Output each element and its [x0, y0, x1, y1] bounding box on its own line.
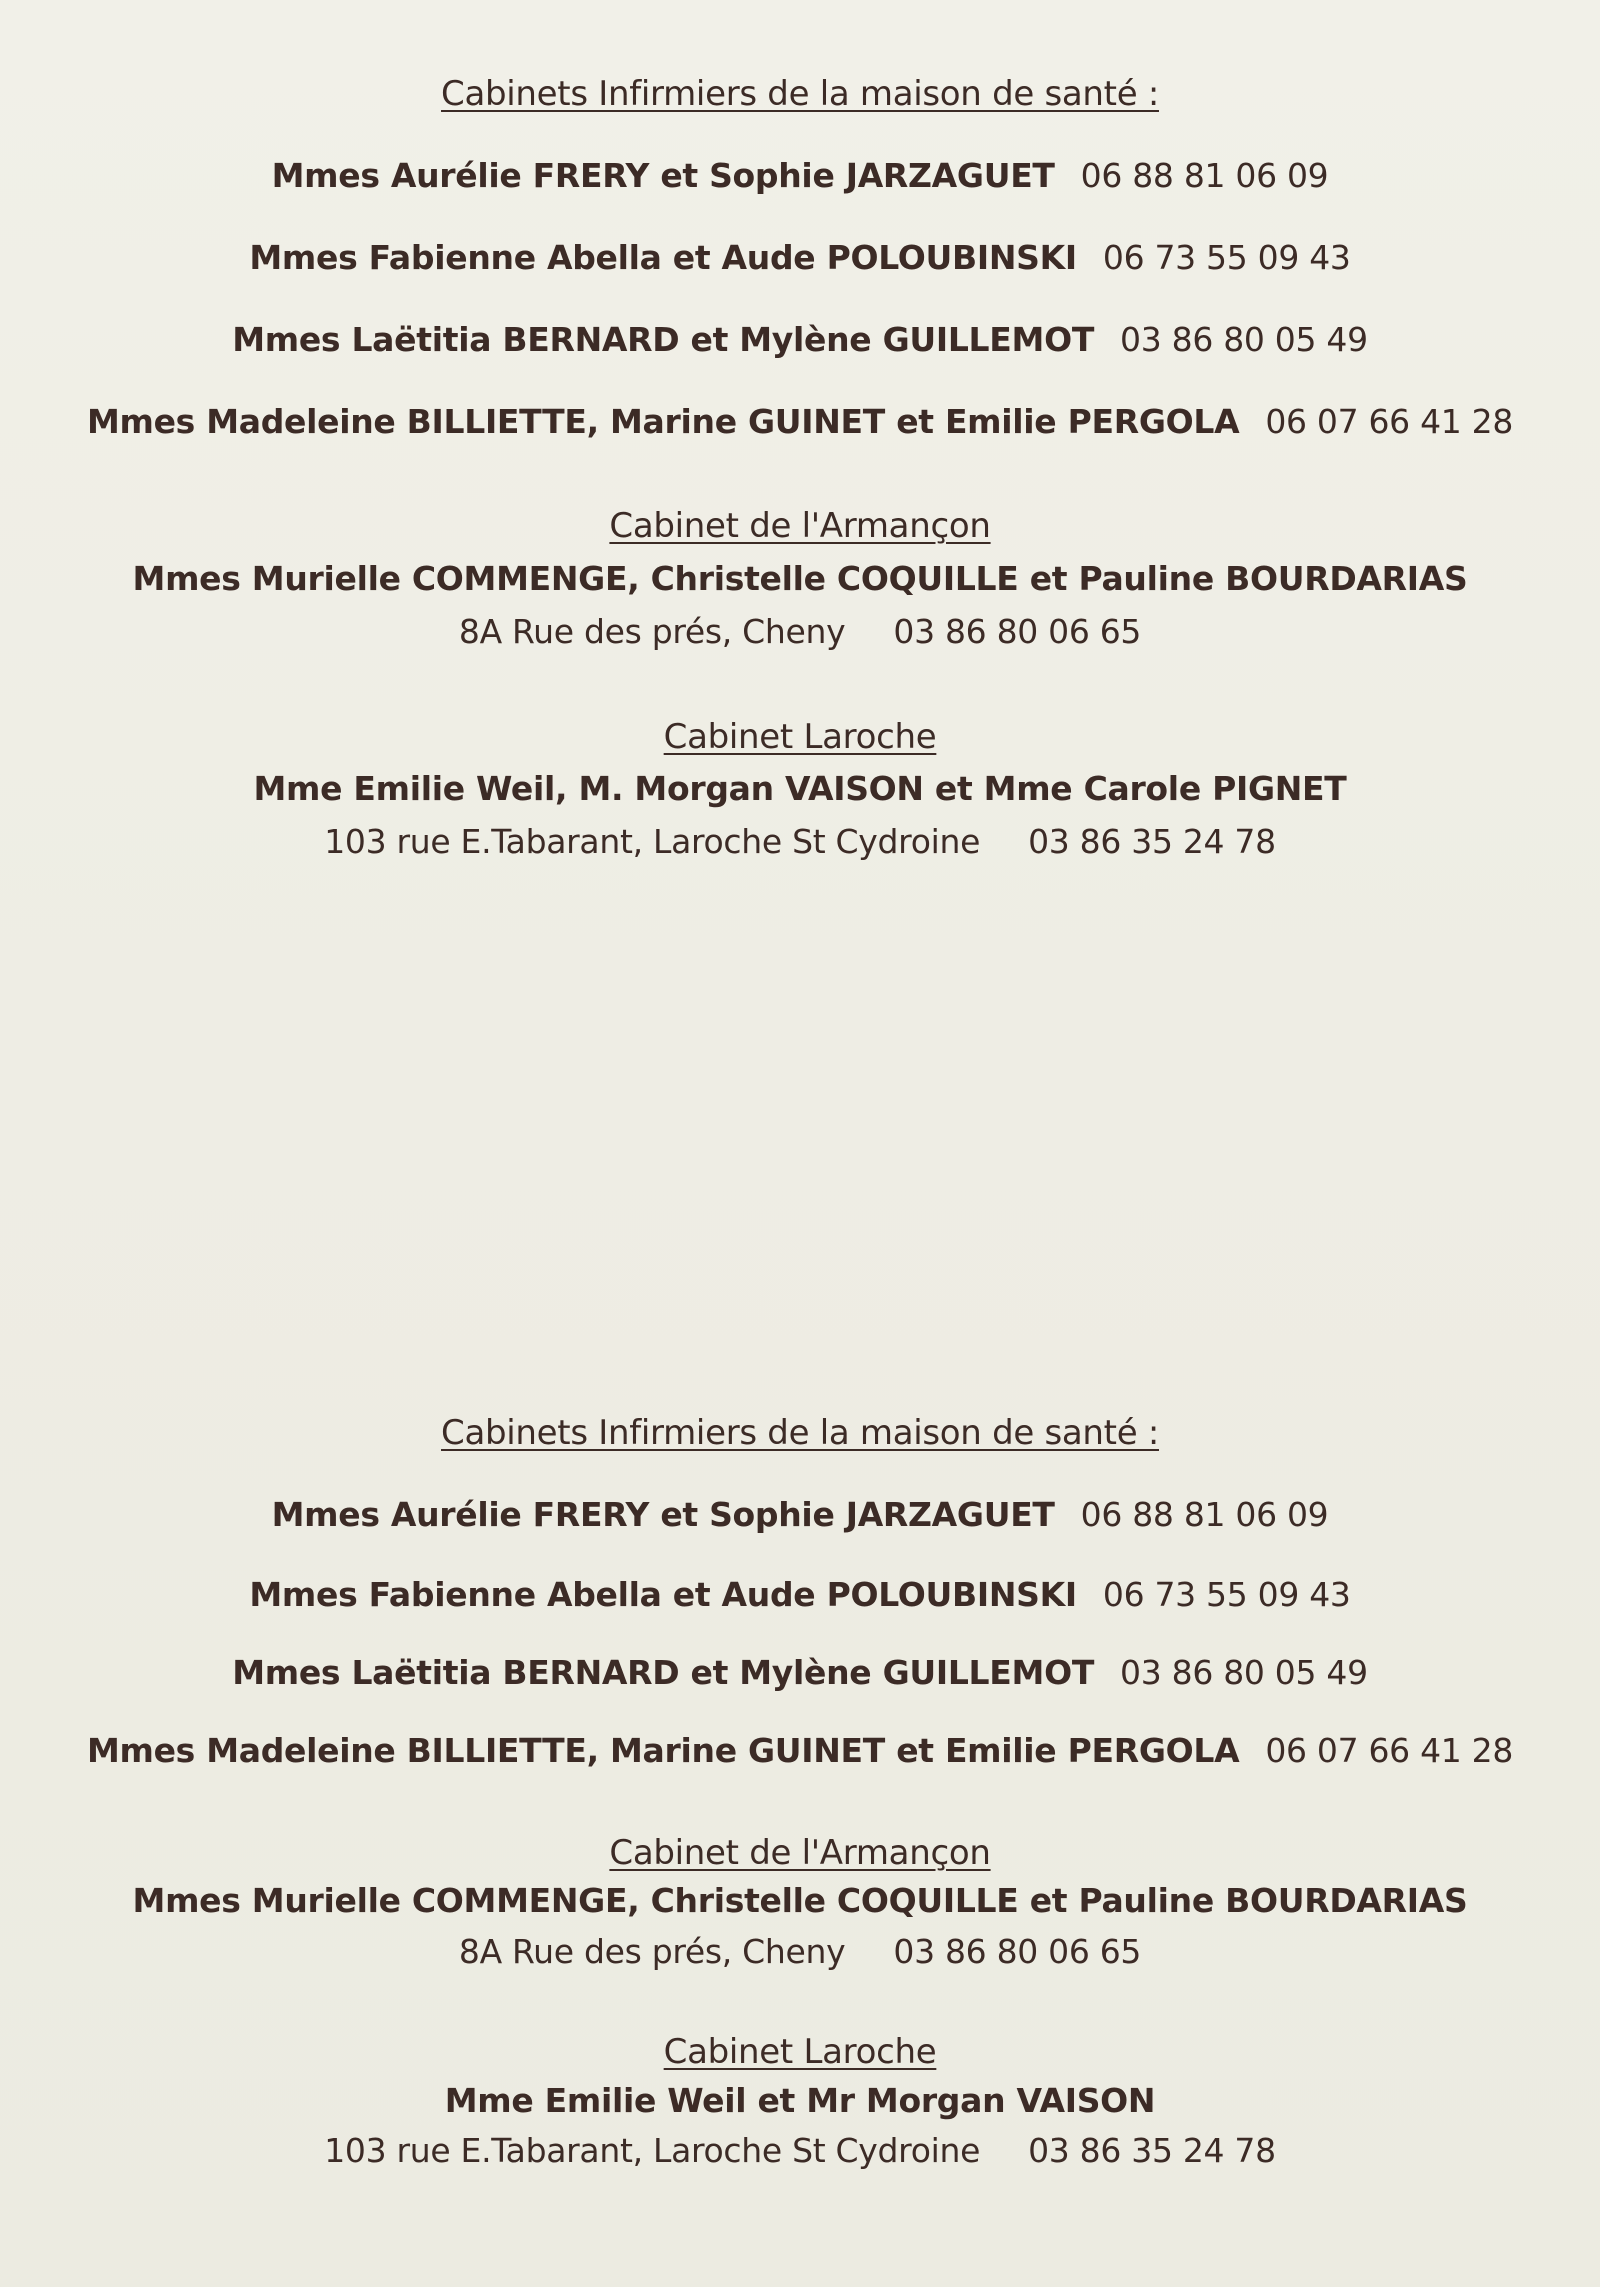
nurse-entry	[0, 318, 1600, 362]
nurse-names: Mmes Fabienne Abella et Aude POLOUBINSKI	[249, 238, 1077, 277]
section-title-maison-de-sante: Cabinets Infirmiers de la maison de santé :	[441, 74, 1159, 114]
nurse-names: Mmes Madeleine BILLIETTE, Marine GUINET et Emilie PERGOLA	[86, 1731, 1240, 1770]
nurse-phone: 06 88 81 06 09	[1080, 156, 1329, 195]
section-title-maison-de-sante: Cabinets Infirmiers de la maison de santé :	[441, 1413, 1159, 1453]
section-title-armancon: Cabinet de l'Armançon	[609, 506, 991, 546]
armancon-address-line	[0, 1930, 1600, 1974]
nurse-names: Mmes Aurélie FRERY et Sophie JARZAGUET	[271, 1495, 1055, 1534]
nurse-phone: 03 86 80 05 49	[1120, 1653, 1368, 1692]
section-title-laroche: Cabinet Laroche	[663, 717, 937, 757]
laroche-address: 103 rue E.Tabarant, Laroche St Cydroine	[324, 822, 981, 861]
nurse-names: Mmes Aurélie FRERY et Sophie JARZAGUET	[271, 156, 1055, 195]
nurse-names: Mmes Madeleine BILLIETTE, Marine GUINET et Emilie PERGOLA	[86, 402, 1240, 441]
armancon-address: 8A Rue des prés, Cheny	[458, 612, 846, 651]
armancon-address-line	[0, 610, 1600, 654]
nurse-names: Mmes Laëtitia BERNARD et Mylène GUILLEMOT	[232, 1653, 1095, 1692]
laroche-phone: 03 86 35 24 78	[1028, 2131, 1276, 2170]
nurse-entry	[0, 154, 1600, 198]
laroche-names: Mme Emilie Weil, M. Morgan VAISON et Mme Carole PIGNET	[253, 769, 1347, 808]
nurse-phone: 06 73 55 09 43	[1102, 238, 1351, 277]
section-title-armancon: Cabinet de l'Armançon	[609, 1833, 991, 1873]
armancon-address: 8A Rue des prés, Cheny	[458, 1932, 846, 1971]
nurse-phone: 06 88 81 06 09	[1080, 1495, 1329, 1534]
armancon-names: Mmes Murielle COMMENGE, Christelle COQUILLE et Pauline BOURDARIAS	[132, 559, 1468, 598]
nurse-entry	[0, 1573, 1600, 1617]
nurse-entry	[0, 1493, 1600, 1537]
nurse-phone: 06 07 66 41 28	[1265, 1731, 1514, 1770]
nurse-entry	[0, 400, 1600, 444]
section-title-laroche: Cabinet Laroche	[663, 2032, 937, 2072]
laroche-address: 103 rue E.Tabarant, Laroche St Cydroine	[324, 2131, 981, 2170]
nurse-phone: 06 73 55 09 43	[1102, 1575, 1351, 1614]
nurse-names: Mmes Fabienne Abella et Aude POLOUBINSKI	[249, 1575, 1077, 1614]
nurse-phone: 06 07 66 41 28	[1265, 402, 1514, 441]
nurse-entry	[0, 236, 1600, 280]
laroche-address-line	[0, 2129, 1600, 2173]
laroche-address-line	[0, 820, 1600, 864]
laroche-names: Mme Emilie Weil et Mr Morgan VAISON	[444, 2081, 1156, 2120]
laroche-phone: 03 86 35 24 78	[1028, 822, 1276, 861]
armancon-phone: 03 86 80 06 65	[893, 612, 1142, 651]
armancon-names: Mmes Murielle COMMENGE, Christelle COQUILLE et Pauline BOURDARIAS	[132, 1881, 1468, 1920]
armancon-phone: 03 86 80 06 65	[893, 1932, 1142, 1971]
nurse-phone: 03 86 80 05 49	[1120, 320, 1368, 359]
nurse-entry	[0, 1729, 1600, 1773]
nurse-names: Mmes Laëtitia BERNARD et Mylène GUILLEMOT	[232, 320, 1095, 359]
nurse-entry	[0, 1651, 1600, 1695]
